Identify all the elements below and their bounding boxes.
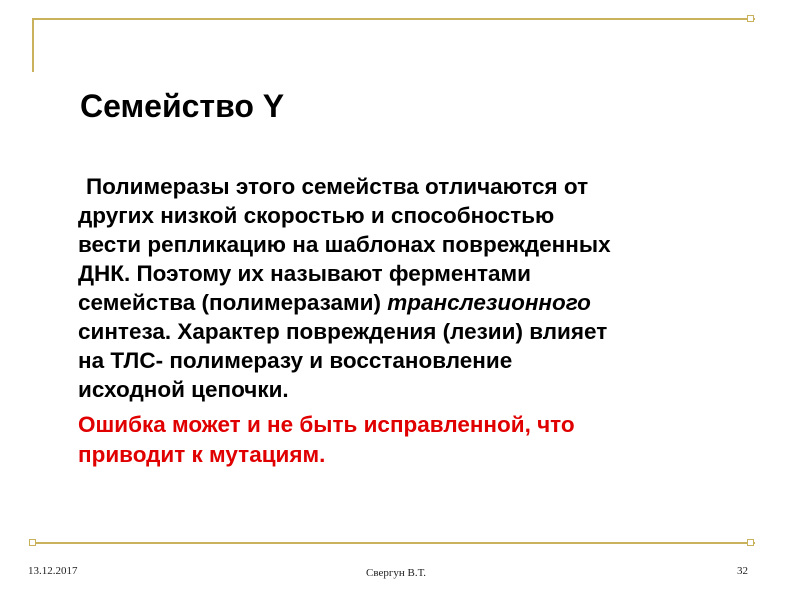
highlight-line-1: Ошибка может и не быть исправленной, что [78, 412, 575, 437]
body-line-5-text: семейства (полимеразами) [78, 290, 388, 315]
top-border-line [32, 18, 755, 20]
body-line-7: на ТЛС- полимеразу и восстановление [78, 348, 513, 373]
corner-square-bottom-left [29, 539, 36, 546]
body-line-8: исходной цепочки. [78, 377, 289, 402]
slide-body [78, 172, 738, 470]
corner-square-top-right [747, 15, 754, 22]
body-line-2: других низкой скоростью и способностью [78, 203, 555, 228]
body-line-3: вести репликацию на шаблонах поврежденных [78, 232, 611, 257]
slide-title: Семейство Y [80, 88, 285, 124]
left-border-line [32, 18, 34, 72]
highlight-paragraph [78, 410, 738, 470]
bottom-border-line [32, 542, 755, 544]
body-paragraph [78, 172, 738, 404]
page-number: 32 [737, 565, 748, 577]
body-line-5 [78, 288, 738, 317]
body-line-1: Полимеразы этого семейства отличаются от [86, 174, 589, 199]
body-line-6: синтеза. Характер повреждения (лезии) влияет [78, 319, 608, 344]
highlight-line-2: приводит к мутациям. [78, 442, 326, 467]
italic-term: транслезионного [387, 290, 591, 315]
footer-date: 13.12.2017 [28, 565, 78, 577]
body-line-4: ДНК. Поэтому их называют ферментами [78, 261, 531, 286]
corner-square-bottom-right [747, 539, 754, 546]
footer-author: Свергун В.Т. [366, 567, 426, 579]
